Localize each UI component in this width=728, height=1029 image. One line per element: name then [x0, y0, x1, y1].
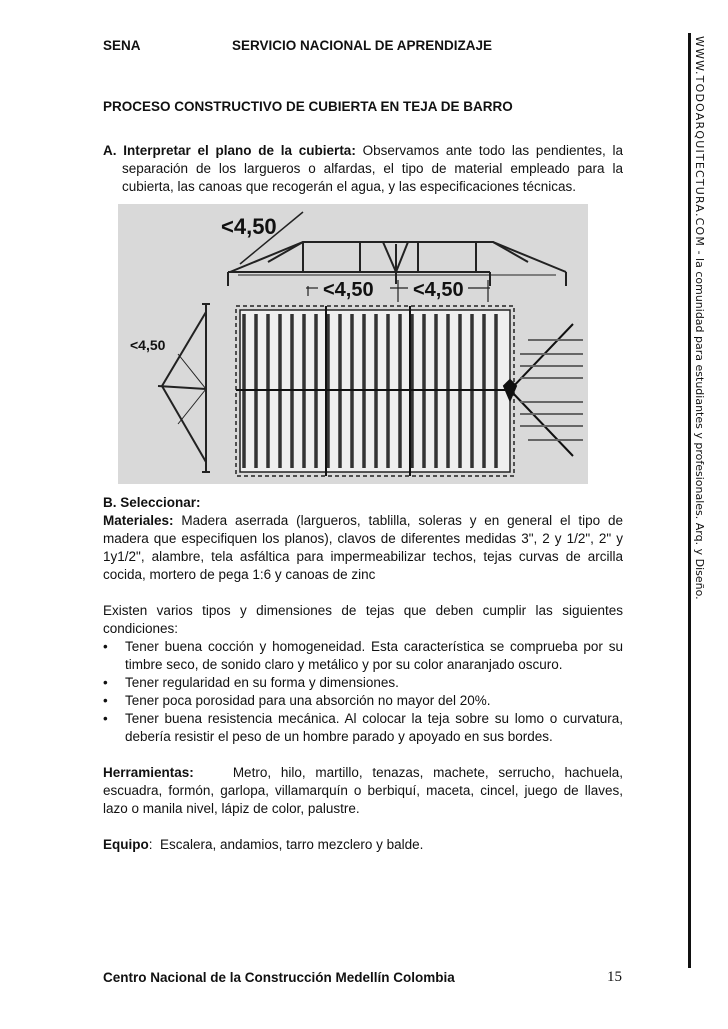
list-item: • Tener buena resistencia mecánica. Al colocar la teja sobre su lomo o curvatura, debería resistir el peso de un hombre parado y apoyado en sus bordes.	[103, 711, 623, 744]
header-institution: SERVICIO NACIONAL DE APRENDIZAJE	[232, 38, 493, 53]
dim-label-mid-left: <4,50	[323, 279, 374, 301]
side-banner-tagline: - la comunidad para estudiantes y profesionales. Arq. y Diseño.	[693, 247, 706, 600]
dim-label-side: <4,50	[130, 337, 166, 353]
list-item: • Tener poca porosidad para una absorción no mayor del 20%.	[103, 693, 491, 708]
page-number: 15	[607, 969, 622, 985]
materials-label: Materiales:	[103, 513, 174, 528]
section-b: B. Seleccionar: Materiales: Madera aserrada (largueros, tablilla, soleras y en general el tipo de madera que especifiquen los planos), clavos de diferentes medidas 3", 2 y 1/2", 2" y 1y1/2", alambre, tela asfáltica para impermeabilizar techos, tejas curvas de arcilla cocida, mortero de pega 1:6 y canoas de zinc Existen varios tipos y dimensiones de tejas que deben cumplir las siguientes condiciones: • Tener buena cocción y homogeneidad. Esta característica se comprueba por su timbre seco, de sonido claro y metálico y por su color anaranjado oscuro. • Tener regularidad en su forma y dimensiones. • Tener poca porosidad para una absorción no mayor del 20%. • Tener buena resistencia mecánica. Al colocar la teja sobre su lomo o curvatura, debería resistir el peso de un hombre parado y apoyado en sus bordes. Herramientas: Metro, hilo, martillo, tenazas, machete, serrucho, hachuela, escuadra, formón, garlopa, villamarquín o berbiquí, maceta, cincel, juego de llaves, lazo o manila nivel, lápiz de color, palustre. Equipo: Escalera, andamios, tarro mezclero y balde.	[103, 495, 623, 852]
list-item: • Tener regularidad en su forma y dimensiones.	[103, 675, 399, 690]
page-title: PROCESO CONSTRUCTIVO DE CUBIERTA EN TEJA DE BARRO	[103, 99, 513, 114]
bullet-icon: •	[103, 675, 108, 690]
bullet-icon: •	[103, 711, 108, 726]
bullet-icon: •	[103, 693, 108, 708]
tile-conditions-list	[103, 638, 623, 746]
materials-text: Madera aserrada (largueros, tablilla, soleras y en general el tipo de madera que especifiquen los planos), clavos de diferentes medidas 3", 2 y 1/2", 2" y 1y1/2", alambre, tela asfáltica para impermeabilizar techos, tejas curvas de arcilla cocida, mortero de pega 1:6 y canoas de zinc	[103, 513, 623, 582]
equipment-label: Equipo	[103, 837, 149, 852]
side-banner	[693, 36, 706, 600]
tools-label: Herramientas:	[103, 765, 194, 780]
equipment-text: Escalera, andamios, tarro mezclero y balde.	[160, 837, 424, 852]
dim-label-mid-right: <4,50	[413, 279, 464, 301]
list-item: • Tener buena cocción y homogeneidad. Esta característica se comprueba por su timbre seco, de sonido claro y metálico y por su color anaranjado oscuro.	[103, 639, 623, 672]
footer-text: Centro Nacional de la Construcción Medellín Colombia	[103, 970, 455, 985]
tiles-intro: Existen varios tipos y dimensiones de tejas que deben cumplir las siguientes condiciones:	[103, 603, 623, 636]
section-b-heading: B. Seleccionar:	[103, 495, 201, 510]
section-a	[103, 142, 623, 196]
side-rule	[688, 33, 691, 968]
section-a-text: Observamos ante todo las pendientes, la separación de los largueros o alfardas, el tipo de material empleado para la cubierta, las canoas que recogerán el agua, y las especificaciones técnicas.	[122, 143, 623, 194]
side-banner-url[interactable]: WWW.TODOARQUITECTURA.COM	[693, 36, 706, 248]
tools-text: Metro, hilo, martillo, tenazas, machete, serrucho, hachuela, escuadra, formón, garlopa, villamarquín o berbiquí, maceta, cincel, juego de llaves, lazo o manila nivel, lápiz de color, palustre.	[103, 765, 623, 816]
section-a-label: A. Interpretar el plano de la cubierta:	[103, 143, 356, 158]
dim-label-top: <4,50	[221, 214, 277, 239]
roof-plan-figure	[118, 204, 588, 484]
header-sena: SENA	[103, 38, 141, 53]
bullet-icon: •	[103, 639, 108, 654]
